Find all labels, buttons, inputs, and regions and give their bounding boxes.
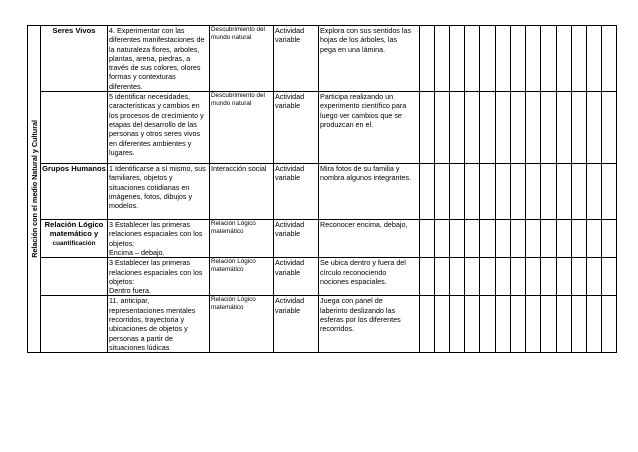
empty-cell [420,258,435,296]
empty-cell [420,26,435,92]
table-row [28,164,617,220]
indicator-cell [108,258,210,296]
empty-cell [572,164,587,220]
evaluation-cell [319,164,420,220]
group-cell [41,258,108,296]
table-row [28,220,617,258]
indicator-line: imágenes, fotos, dibujos y [109,191,193,201]
empty-cell [511,164,526,220]
empty-cell [496,258,511,296]
group-cell [41,92,108,164]
table-row [28,296,617,353]
empty-cell [526,92,541,164]
indicator-cell [108,296,210,353]
empty-cell [602,220,617,258]
empty-cell [526,258,541,296]
empty-cell [450,26,465,92]
table-row [28,258,617,296]
empty-cell [511,258,526,296]
planning-table [27,25,617,353]
empty-cell [526,164,541,220]
indicator-line: situaciones cotidianas en [109,182,190,192]
empty-cell [557,296,572,353]
group-label: Grupos Humanos [42,164,106,174]
empty-cell [572,258,587,296]
activity-cell: Actividad variable [274,258,319,296]
indicator-line: 3 Establecer las primeras [109,258,191,268]
ambit-cell: Descubrimiento del mundo natural [210,92,274,164]
empty-cell [496,26,511,92]
indicator-line: personas y otros seres vivos [109,129,201,139]
evaluation-line: luego ver cambios que se [320,110,402,120]
evaluation-cell [319,258,420,296]
evaluation-line: nombra algunos integrantes. [320,173,412,183]
empty-cell [557,26,572,92]
indicator-cell [108,164,210,220]
activity-cell: Actividad variable [274,296,319,353]
indicator-line: relaciones espaciales con los [109,267,203,277]
empty-cell [465,296,480,353]
indicator-line: personas a partir de [109,333,173,343]
indicator-line: objetos: [109,276,135,286]
group-cell [41,26,108,92]
indicator-line: lugares. [109,147,135,157]
evaluation-line: produzcan en el. [320,119,374,129]
empty-cell [587,220,602,258]
empty-cell [541,92,557,164]
indicator-line: 4. Experimentar con las [109,26,185,35]
empty-cell [541,26,557,92]
empty-cell [465,220,480,258]
ambit-cell: Relación Lógico matemático [210,220,274,258]
empty-cell [450,220,465,258]
empty-cell [587,164,602,220]
activity-cell: Actividad variable [274,164,319,220]
indicator-line: 3 Establecer las primeras [109,220,191,230]
evaluation-line: laberinto deslizando las [320,305,396,315]
ambit-cell: Relación Lógico matemático [210,296,274,353]
group-cell [41,220,108,258]
empty-cell [602,296,617,353]
empty-cell [496,92,511,164]
empty-cell [587,296,602,353]
empty-cell [526,26,541,92]
evaluation-cell [319,92,420,164]
empty-cell [480,296,496,353]
table-row [28,26,617,92]
indicator-line: Encima – debajo. [109,247,165,257]
indicator-line: representaciones mentales [109,305,196,315]
indicator-line: recorridos, trayectoria y [109,315,185,325]
indicator-line: características y cambios en [109,101,200,111]
evaluation-cell [319,220,420,258]
indicator-line: la naturaleza flores, arboles, [109,44,200,54]
empty-cell [450,258,465,296]
empty-cell [602,164,617,220]
sidebar-cell [28,26,41,353]
indicator-line: diferentes. [109,81,143,91]
indicator-line: 5 identificar necesidades, [109,92,191,102]
evaluation-line: círculo reconociendo [320,267,387,277]
ambit-cell: Descubrimiento del mundo natural [210,26,274,92]
empty-cell [557,164,572,220]
empty-cell [587,92,602,164]
empty-cell [572,220,587,258]
indicator-line: relaciones espaciales con los [109,229,203,239]
indicator-line: modelos. [109,201,139,211]
activity-cell: Actividad variable [274,220,319,258]
empty-cell [450,164,465,220]
empty-cell [465,92,480,164]
indicator-line: 11. anticipar, [109,296,150,306]
empty-cell [511,26,526,92]
empty-cell [496,296,511,353]
empty-cell [602,26,617,92]
sidebar-label: Relación con el medio Natural y Cultural [29,120,39,259]
empty-cell [435,296,450,353]
empty-cell [420,220,435,258]
empty-cell [526,220,541,258]
evaluation-cell [319,26,420,92]
indicator-line: en diferentes ambientes y [109,138,192,148]
indicator-line: 1 Identificarse a sí mismo, sus [109,164,206,174]
evaluation-line: nociones espaciales. [320,276,387,286]
empty-cell [572,296,587,353]
ambit-cell: Relación Lógico matemático [210,258,274,296]
group-cell [41,164,108,220]
group-cell [41,296,108,353]
empty-cell [526,296,541,353]
empty-cell [587,26,602,92]
empty-cell [511,220,526,258]
indicator-cell [108,26,210,92]
evaluation-line: Reconocer encima, debajo, [320,220,408,230]
empty-cell [572,92,587,164]
empty-cell [420,296,435,353]
indicator-line: Dentro fuera. [109,286,151,296]
ambit-cell: Interacción social [210,164,274,220]
empty-cell [480,26,496,92]
empty-cell [557,220,572,258]
empty-cell [480,92,496,164]
empty-cell [450,92,465,164]
evaluation-cell [319,296,420,353]
evaluation-line: recorridos. [320,324,354,334]
evaluation-line: Participa realizando un [320,92,394,102]
empty-cell [587,258,602,296]
empty-cell [420,92,435,164]
indicator-line: plantas, arena, piedras, a [109,53,191,63]
empty-cell [602,92,617,164]
group-label: Seres Vivos [52,26,96,35]
empty-cell [541,258,557,296]
empty-cell [435,26,450,92]
table-row [28,92,617,164]
indicator-line: los procesos de crecimiento y [109,110,204,120]
empty-cell [450,296,465,353]
evaluation-line: esferas por los diferentes [320,315,401,325]
empty-cell [435,164,450,220]
indicator-line: ubicaciones de objetos y [109,324,188,334]
empty-cell [511,92,526,164]
empty-cell [480,164,496,220]
empty-cell [557,92,572,164]
empty-cell [480,220,496,258]
evaluation-line: Se ubica dentro y fuera del [320,258,406,268]
empty-cell [541,164,557,220]
evaluation-line: Mira fotos de su familia y [320,164,400,174]
indicator-cell [108,92,210,164]
indicator-line: situaciones lúdicas [109,342,170,352]
indicator-line: objetos: [109,238,135,248]
indicator-cell [108,220,210,258]
empty-cell [541,296,557,353]
evaluation-line: Juega con panel de [320,296,383,306]
empty-cell [435,258,450,296]
group-sub-label: cuantificación [52,239,96,247]
empty-cell [465,26,480,92]
activity-cell: Actividad variable [274,92,319,164]
indicator-line: familiares, objetos y [109,173,173,183]
empty-cell [572,26,587,92]
indicator-line: etapas del desarrollo de las [109,119,197,129]
evaluation-line: experimento científico para [320,101,407,111]
evaluation-line: pega en una lámina. [320,44,386,54]
indicator-line: formas y contexturas [109,72,176,82]
evaluation-line: Explora con sus sentidos las [320,26,412,35]
empty-cell [541,220,557,258]
empty-cell [557,258,572,296]
empty-cell [480,258,496,296]
empty-cell [511,296,526,353]
empty-cell [496,220,511,258]
empty-cell [435,220,450,258]
empty-cell [465,164,480,220]
empty-cell [465,258,480,296]
empty-cell [420,164,435,220]
group-label: Relación Lógico matemático y [44,220,104,239]
empty-cell [435,92,450,164]
indicator-line: través de sus colores, olores [109,63,201,73]
activity-cell: Actividad variable [274,26,319,92]
evaluation-line: hojas de los árboles, las [320,35,398,45]
empty-cell [602,258,617,296]
empty-cell [496,164,511,220]
indicator-line: diferentes manifestaciones de [109,35,205,45]
